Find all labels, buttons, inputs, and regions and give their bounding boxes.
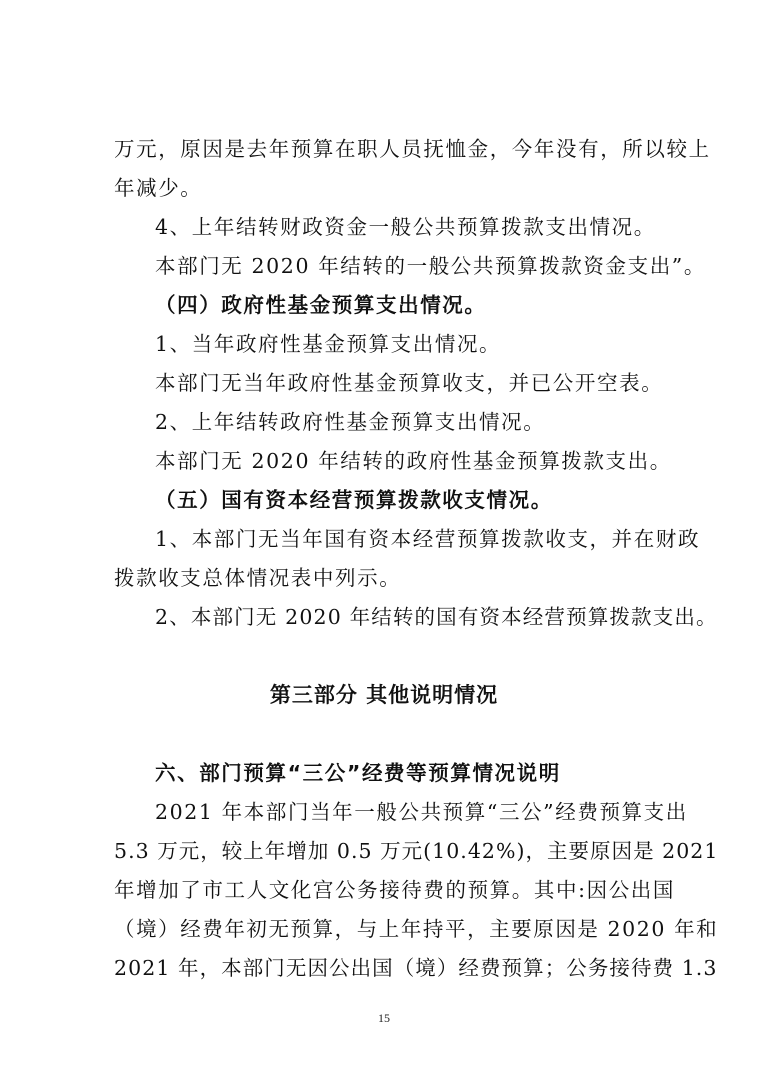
page-number: 15 — [378, 1011, 390, 1025]
text-line: 5.3 万元，较上年增加 0.5 万元(10.42%)，主要原因是 2021 — [114, 839, 719, 863]
text-line: 1、当年政府性基金预算支出情况。 — [155, 332, 502, 356]
text-line: （境）经费年初无预算，与上年持平，主要原因是 2020 年和 — [114, 917, 719, 941]
text-line: 年减少。 — [114, 176, 203, 200]
text-line: 1、本部门无当年国有资本经营预算拨款收支，并在财政 — [155, 527, 701, 551]
text-line: 2021 年，本部门无因公出国（境）经费预算；公务接待费 1.3 — [114, 956, 718, 980]
text-line: 拨款收支总体情况表中列示。 — [114, 566, 402, 590]
text-line: 4、上年结转财政资金一般公共预算拨款支出情况。 — [155, 215, 656, 239]
text-line: 2、上年结转政府性基金预算支出情况。 — [155, 410, 546, 434]
section-heading: 六、部门预算“三公”经费等预算情况说明 — [155, 761, 561, 785]
part-title: 第三部分 其他说明情况 — [269, 683, 499, 707]
text-line: 2021 年本部门当年一般公共预算“三公”经费预算支出 — [155, 800, 688, 824]
section-heading: （五）国有资本经营预算拨款收支情况。 — [155, 488, 553, 512]
text-line: 本部门无 2020 年结转的一般公共预算拨款资金支出”。 — [155, 254, 706, 278]
text-line: 2、本部门无 2020 年结转的国有资本经营预算拨款支出。 — [155, 605, 718, 629]
text-line: 本部门无当年政府性基金预算收支，并已公开空表。 — [155, 371, 664, 395]
text-line: 年增加了市工人文化宫公务接待费的预算。其中:因公出国 — [114, 878, 676, 902]
text-line: 本部门无 2020 年结转的政府性基金预算拨款支出。 — [155, 449, 672, 473]
section-heading: （四）政府性基金预算支出情况。 — [155, 293, 487, 317]
text-line: 万元，原因是去年预算在职人员抚恤金，今年没有，所以较上 — [114, 137, 711, 161]
